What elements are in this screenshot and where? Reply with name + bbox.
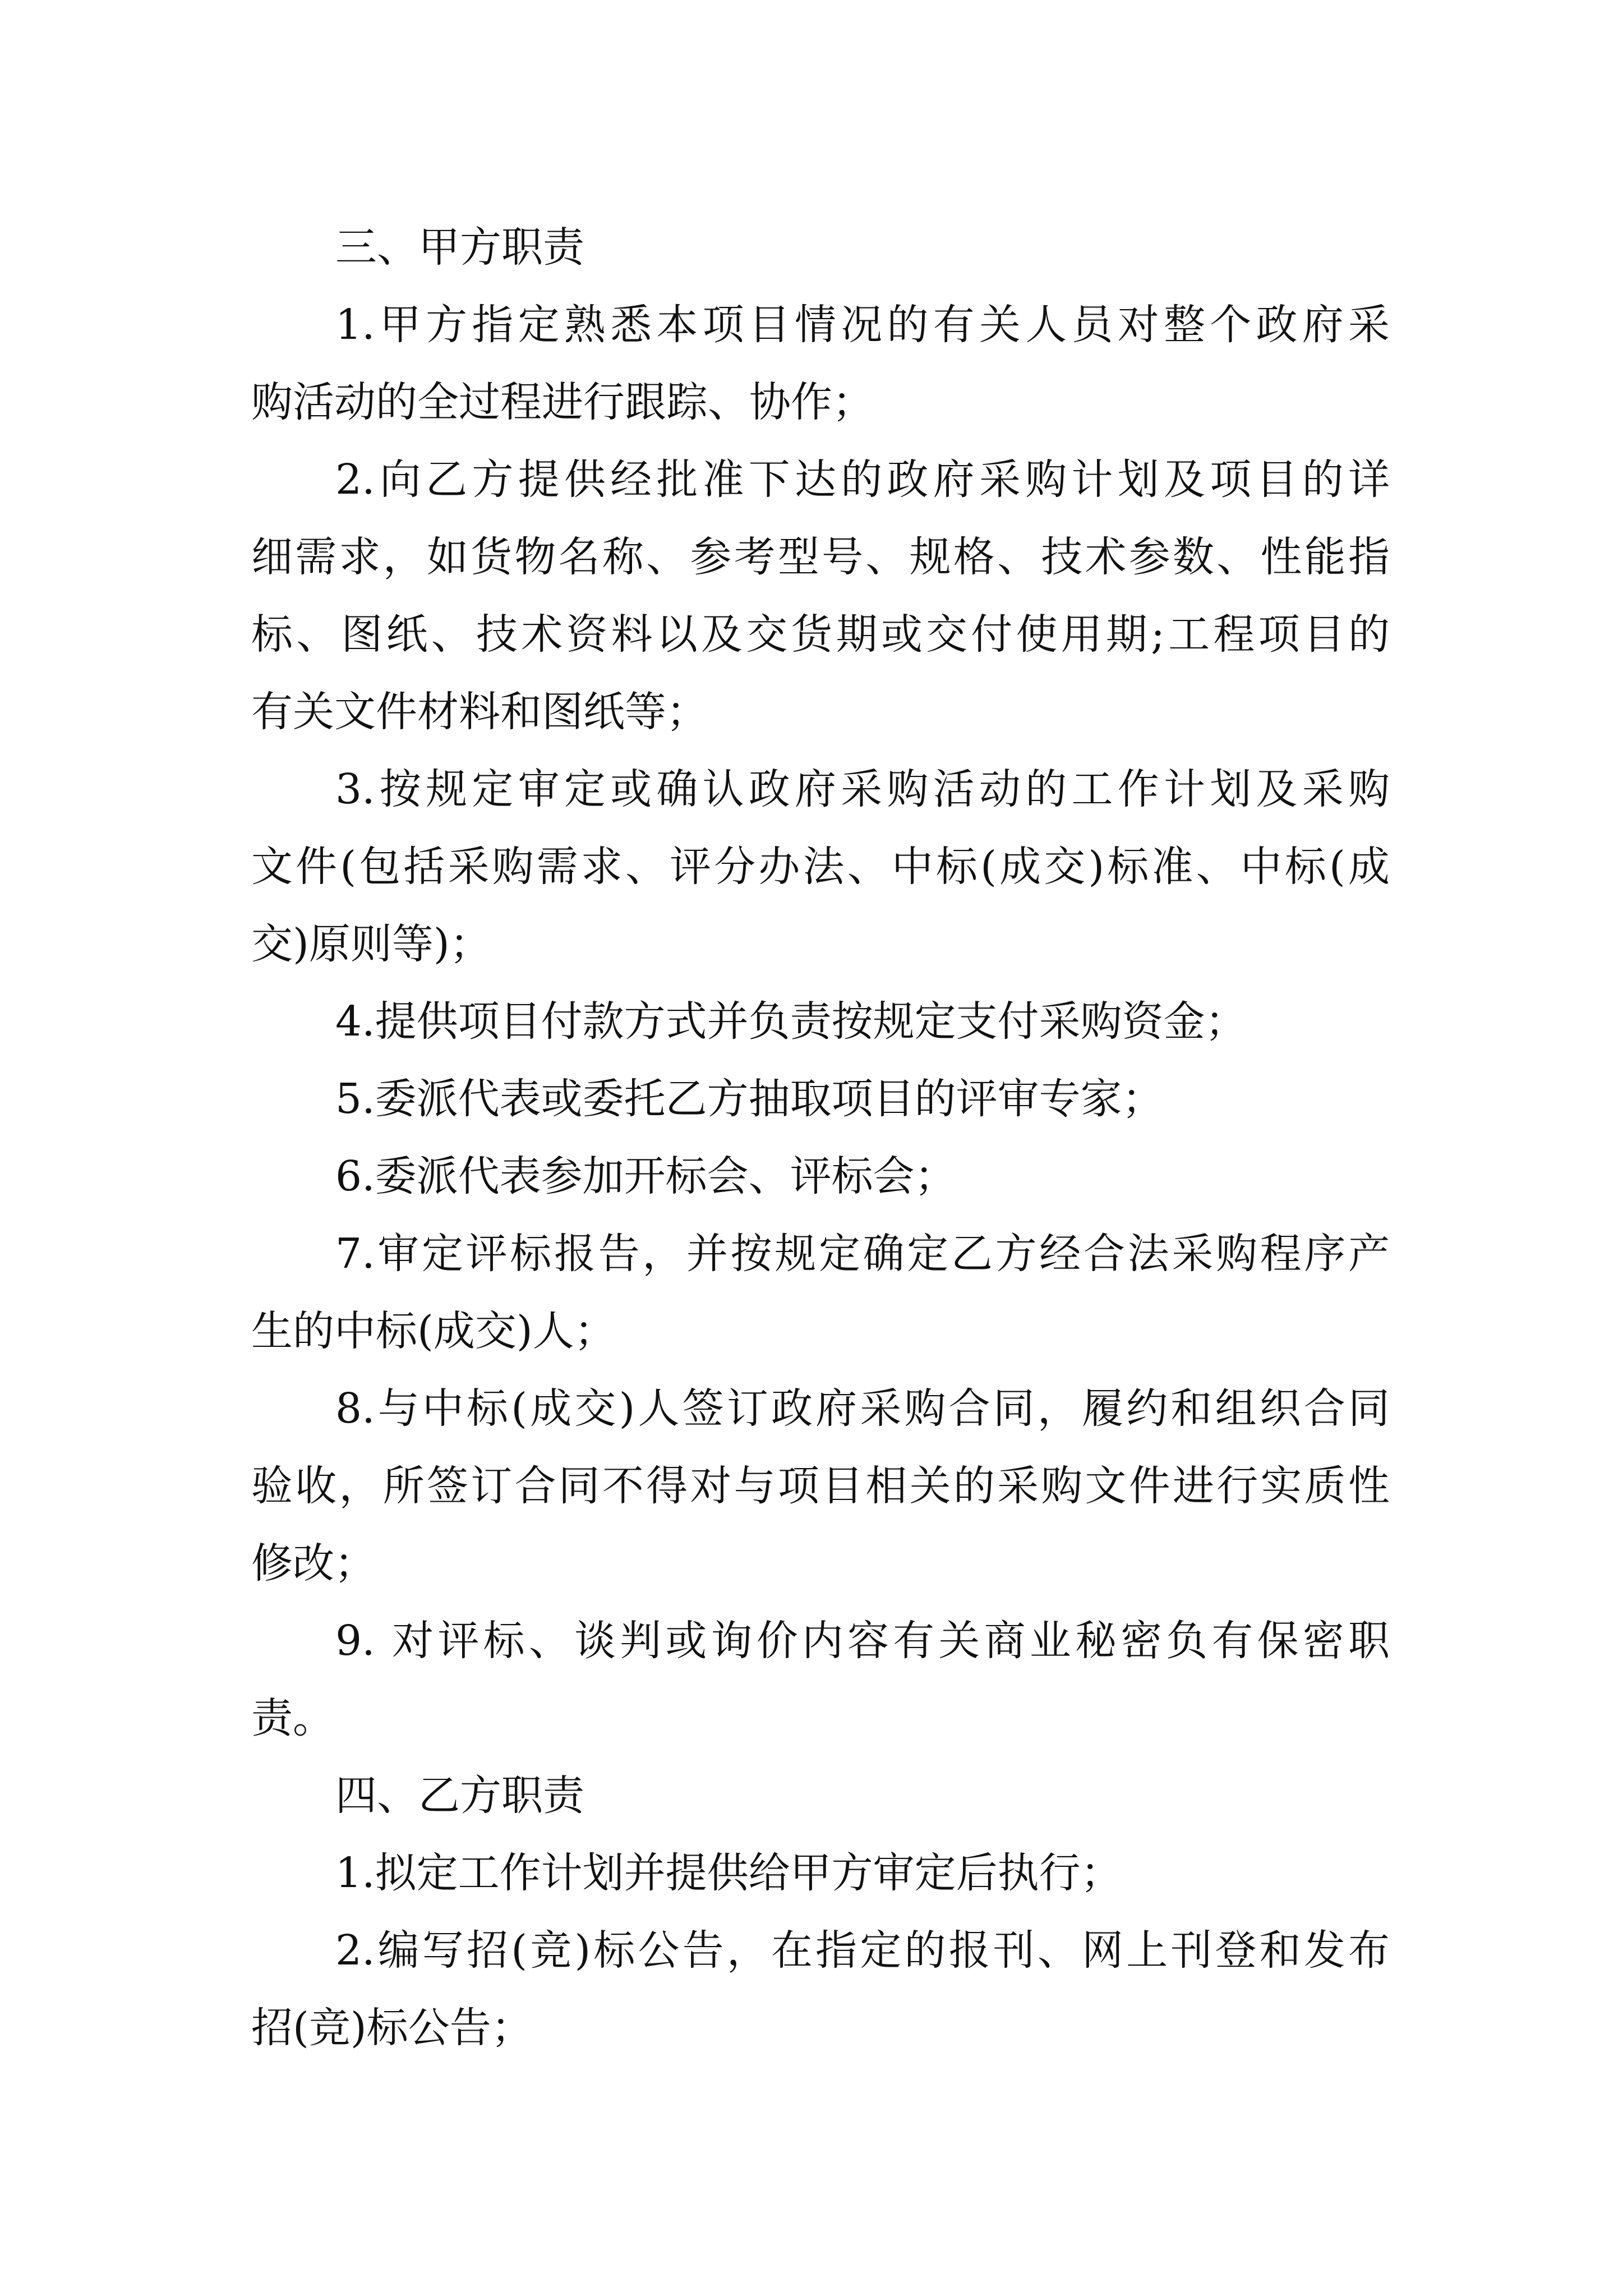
party-b-item-2-line-2: 招(竞)标公告；	[251, 2004, 533, 2052]
section-heading-party-a-duties: 三、甲方职责	[335, 223, 584, 272]
party-a-item-4-line-1: 4.提供项目付款方式并负责按规定支付采购资金；	[335, 997, 1247, 1046]
party-a-item-2-line-4: 有关文件材料和图纸等；	[251, 688, 708, 736]
party-a-item-2-line-3: 标、图纸、技术资料以及交货期或交付使用期;工程项目的	[251, 610, 1390, 659]
party-b-item-1-line-1: 1.拟定工作计划并提供给甲方审定后执行；	[335, 1849, 1122, 1897]
party-a-item-3-line-3: 交)原则等)；	[251, 920, 491, 968]
document-page	[251, 209, 1390, 2067]
party-a-item-8-line-1: 8.与中标(成交)人签订政府采购合同，履约和组织合同	[335, 1384, 1390, 1433]
party-a-item-3-line-1: 3.按规定审定或确认政府采购活动的工作计划及采购	[335, 765, 1390, 813]
party-a-item-9-line-1: 9. 对评标、谈判或询价内容有关商业秘密负有保密职	[335, 1617, 1390, 1665]
party-a-item-5-line-1: 5.委派代表或委托乙方抽取项目的评审专家；	[335, 1075, 1164, 1123]
party-a-item-3-line-2: 文件(包括采购需求、评分办法、中标(成交)标准、中标(成	[251, 843, 1390, 891]
party-a-item-6-line-1: 6.委派代表参加开标会、评标会；	[335, 1152, 956, 1200]
party-a-item-7-line-1: 7.审定评标报告，并按规定确定乙方经合法采购程序产	[335, 1230, 1390, 1278]
party-b-item-2-line-1: 2.编写招(竞)标公告，在指定的报刊、网上刊登和发布	[335, 1926, 1390, 1975]
party-a-item-1-line-1: 1.甲方指定熟悉本项目情况的有关人员对整个政府采	[335, 301, 1390, 349]
party-a-item-7-line-2: 生的中标(成交)人；	[251, 1307, 616, 1355]
section-heading-party-b-duties: 四、乙方职责	[335, 1772, 584, 1820]
party-a-item-8-line-3: 修改；	[251, 1539, 376, 1588]
party-a-item-1-line-2: 购活动的全过程进行跟踪、协作；	[251, 378, 874, 426]
party-a-item-2-line-2: 细需求，如货物名称、参考型号、规格、技术参数、性能指	[251, 533, 1390, 581]
party-a-item-2-line-1: 2.向乙方提供经批准下达的政府采购计划及项目的详	[335, 455, 1390, 504]
party-a-item-9-line-2: 责。	[251, 1694, 334, 1742]
party-a-item-8-line-2: 验收，所签订合同不得对与项目相关的采购文件进行实质性	[251, 1462, 1390, 1510]
